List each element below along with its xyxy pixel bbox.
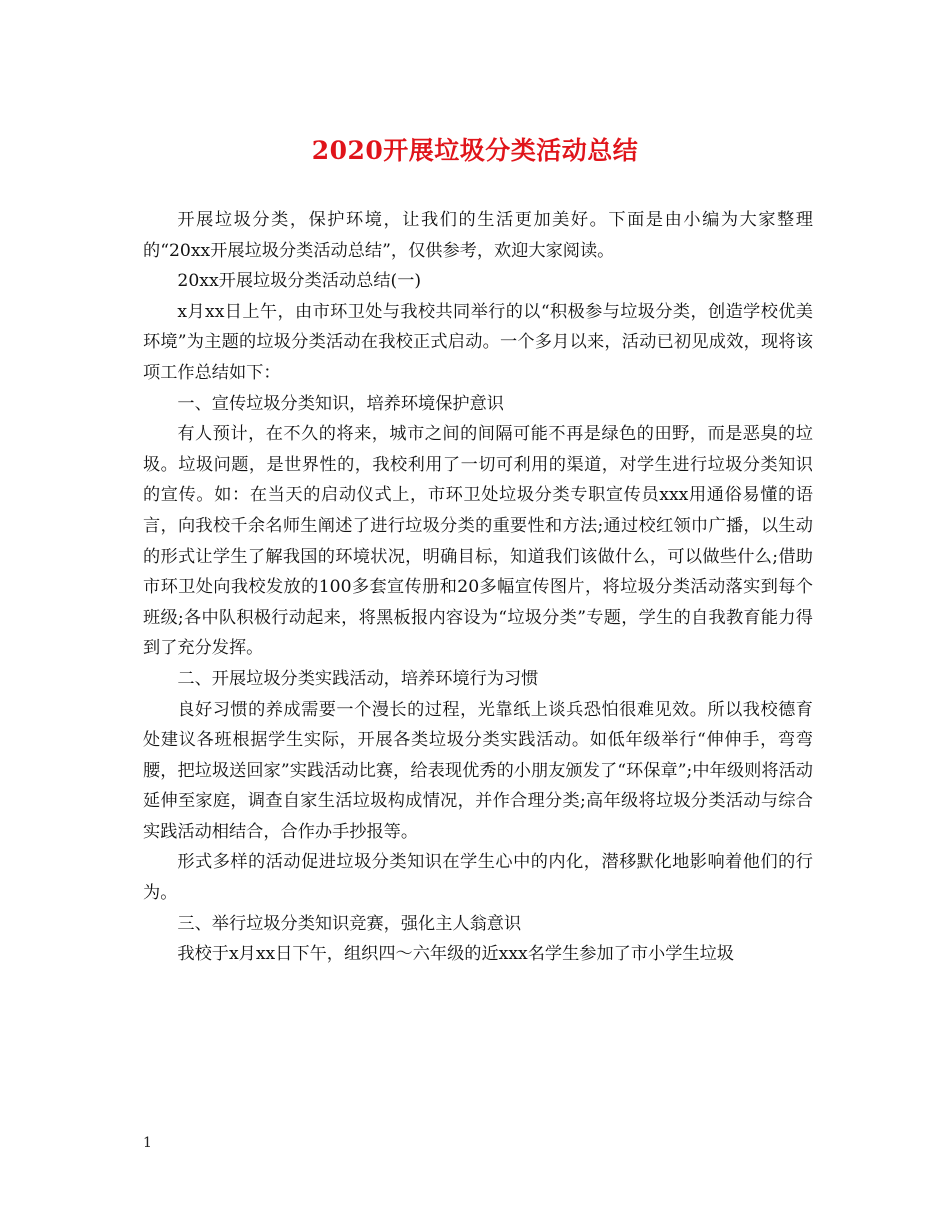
page-number: 1 (143, 1135, 152, 1151)
document-body (143, 205, 813, 970)
paragraph-competition: 我校于x月xx日下午，组织四～六年级的近xxx名学生参加了市小学生垃圾 (177, 944, 734, 965)
paragraph-heading-three: 三、举行垃圾分类知识竞赛，强化主人翁意识 (177, 913, 522, 934)
paragraph-section-heading: 20xx开展垃圾分类活动总结(一) (177, 271, 422, 292)
paragraph-intro: 开展垃圾分类，保护环境，让我们的生活更加美好。下面是由小编为大家整理的“20xx开展垃圾分类活动总结”，仅供参考，欢迎大家阅读。 (143, 210, 813, 261)
paragraph-overview: x月xx日上午，由市环卫处与我校共同举行的以“积极参与垃圾分类，创造学校优美环境”为主题的垃圾分类活动在我校正式启动。一个多月以来，活动已初见成效，现将该项工作总结如下： (143, 301, 813, 383)
paragraph-effect: 形式多样的活动促进垃圾分类知识在学生心中的内化，潜移默化地影响着他们的行为。 (143, 852, 813, 904)
paragraph-heading-one: 一、宣传垃圾分类知识，培养环境保护意识 (177, 393, 504, 414)
paragraph-publicity: 有人预计，在不久的将来，城市之间的间隔可能不再是绿色的田野，而是恶臭的垃圾。垃圾问题，是世界性的，我校利用了一切可利用的渠道，对学生进行垃圾分类知识的宣传。如：在当天的启动仪式上，市环卫处垃圾分类专职宣传员xxx用通俗易懂的语言，向我校千余名师生阐述了进行垃圾分类的重要性和方法;通过校红领巾广播，以生动的形式让学生了解我国的环境状况，明确目标，知道我们该做什么，可以做些什么;借助市环卫处向我校发放的100多套宣传册和20多幅宣传图片，将垃圾分类活动落实到每个班级;各中队积极行动起来，将黑板报内容设为“垃圾分类”专题，学生的自我教育能力得到了充分发挥。 (143, 424, 813, 659)
document-title: 2020开展垃圾分类活动总结 (311, 136, 639, 165)
paragraph-heading-two: 二、开展垃圾分类实践活动，培养环境行为习惯 (177, 668, 539, 689)
paragraph-practice: 良好习惯的养成需要一个漫长的过程，光靠纸上谈兵恐怕很难见效。所以我校德育处建议各班根据学生实际，开展各类垃圾分类实践活动。如低年级举行“伸伸手，弯弯腰，把垃圾送回家”实践活动比赛，给表现优秀的小朋友颁发了“环保章”;中年级则将活动延伸至家庭，调查自家生活垃圾构成情况，并作合理分类;高年级将垃圾分类活动与综合实践活动相结合，合作办手抄报等。 (143, 699, 813, 842)
